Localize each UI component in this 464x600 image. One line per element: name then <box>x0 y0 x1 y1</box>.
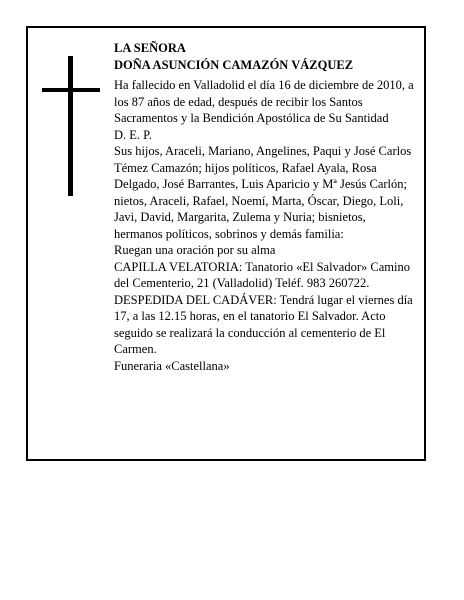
cross-icon-bar <box>42 88 100 92</box>
death-announcement: Ha fallecido en Valladolid el día 16 de diciembre de 2010, a los 87 años de edad, después de recibir los Santos Sacramentos y la Bendición Apostólica de Su Santidad <box>114 78 414 125</box>
rest-in-peace: D. E. P. <box>114 127 152 142</box>
prayer-request: Ruegan una oración por su alma <box>114 243 276 257</box>
cross-icon <box>68 56 73 196</box>
notice-title: LA SEÑORA <box>114 41 186 55</box>
funeral-home: Funeraria «Castellana» <box>114 358 230 373</box>
family-list: Sus hijos, Araceli, Mariano, Angelines, Paqui y José Carlos Témez Camazón; hijos políticos, Rafael Ayala, Rosa Delgado, José Barrantes, Luis Aparicio y Mª Jesús Carlón; nietos, Araceli, Rafael, Noemí, Marta, Óscar, Diego, Loli, Javi, David, Margarita, Zulema y Nuria; bisnietos, hermanos políticos, sobrinos y demás familia: <box>114 144 412 241</box>
obituary-notice <box>26 26 426 461</box>
notice-text <box>114 40 414 374</box>
farewell-info: DESPEDIDA DEL CADÁVER: Tendrá lugar el viernes día 17, a las 12.15 horas, en el tanatorio El Salvador. Acto seguido se realizará la conducción al cementerio de El Carmen. <box>114 292 413 356</box>
deceased-name: DOÑA ASUNCIÓN CAMAZÓN VÁZQUEZ <box>114 57 354 72</box>
chapel-info: CAPILLA VELATORIA: Tanatorio «El Salvador» Camino del Cementerio, 21 (Valladolid) Teléf. 983 260722. <box>114 259 410 290</box>
